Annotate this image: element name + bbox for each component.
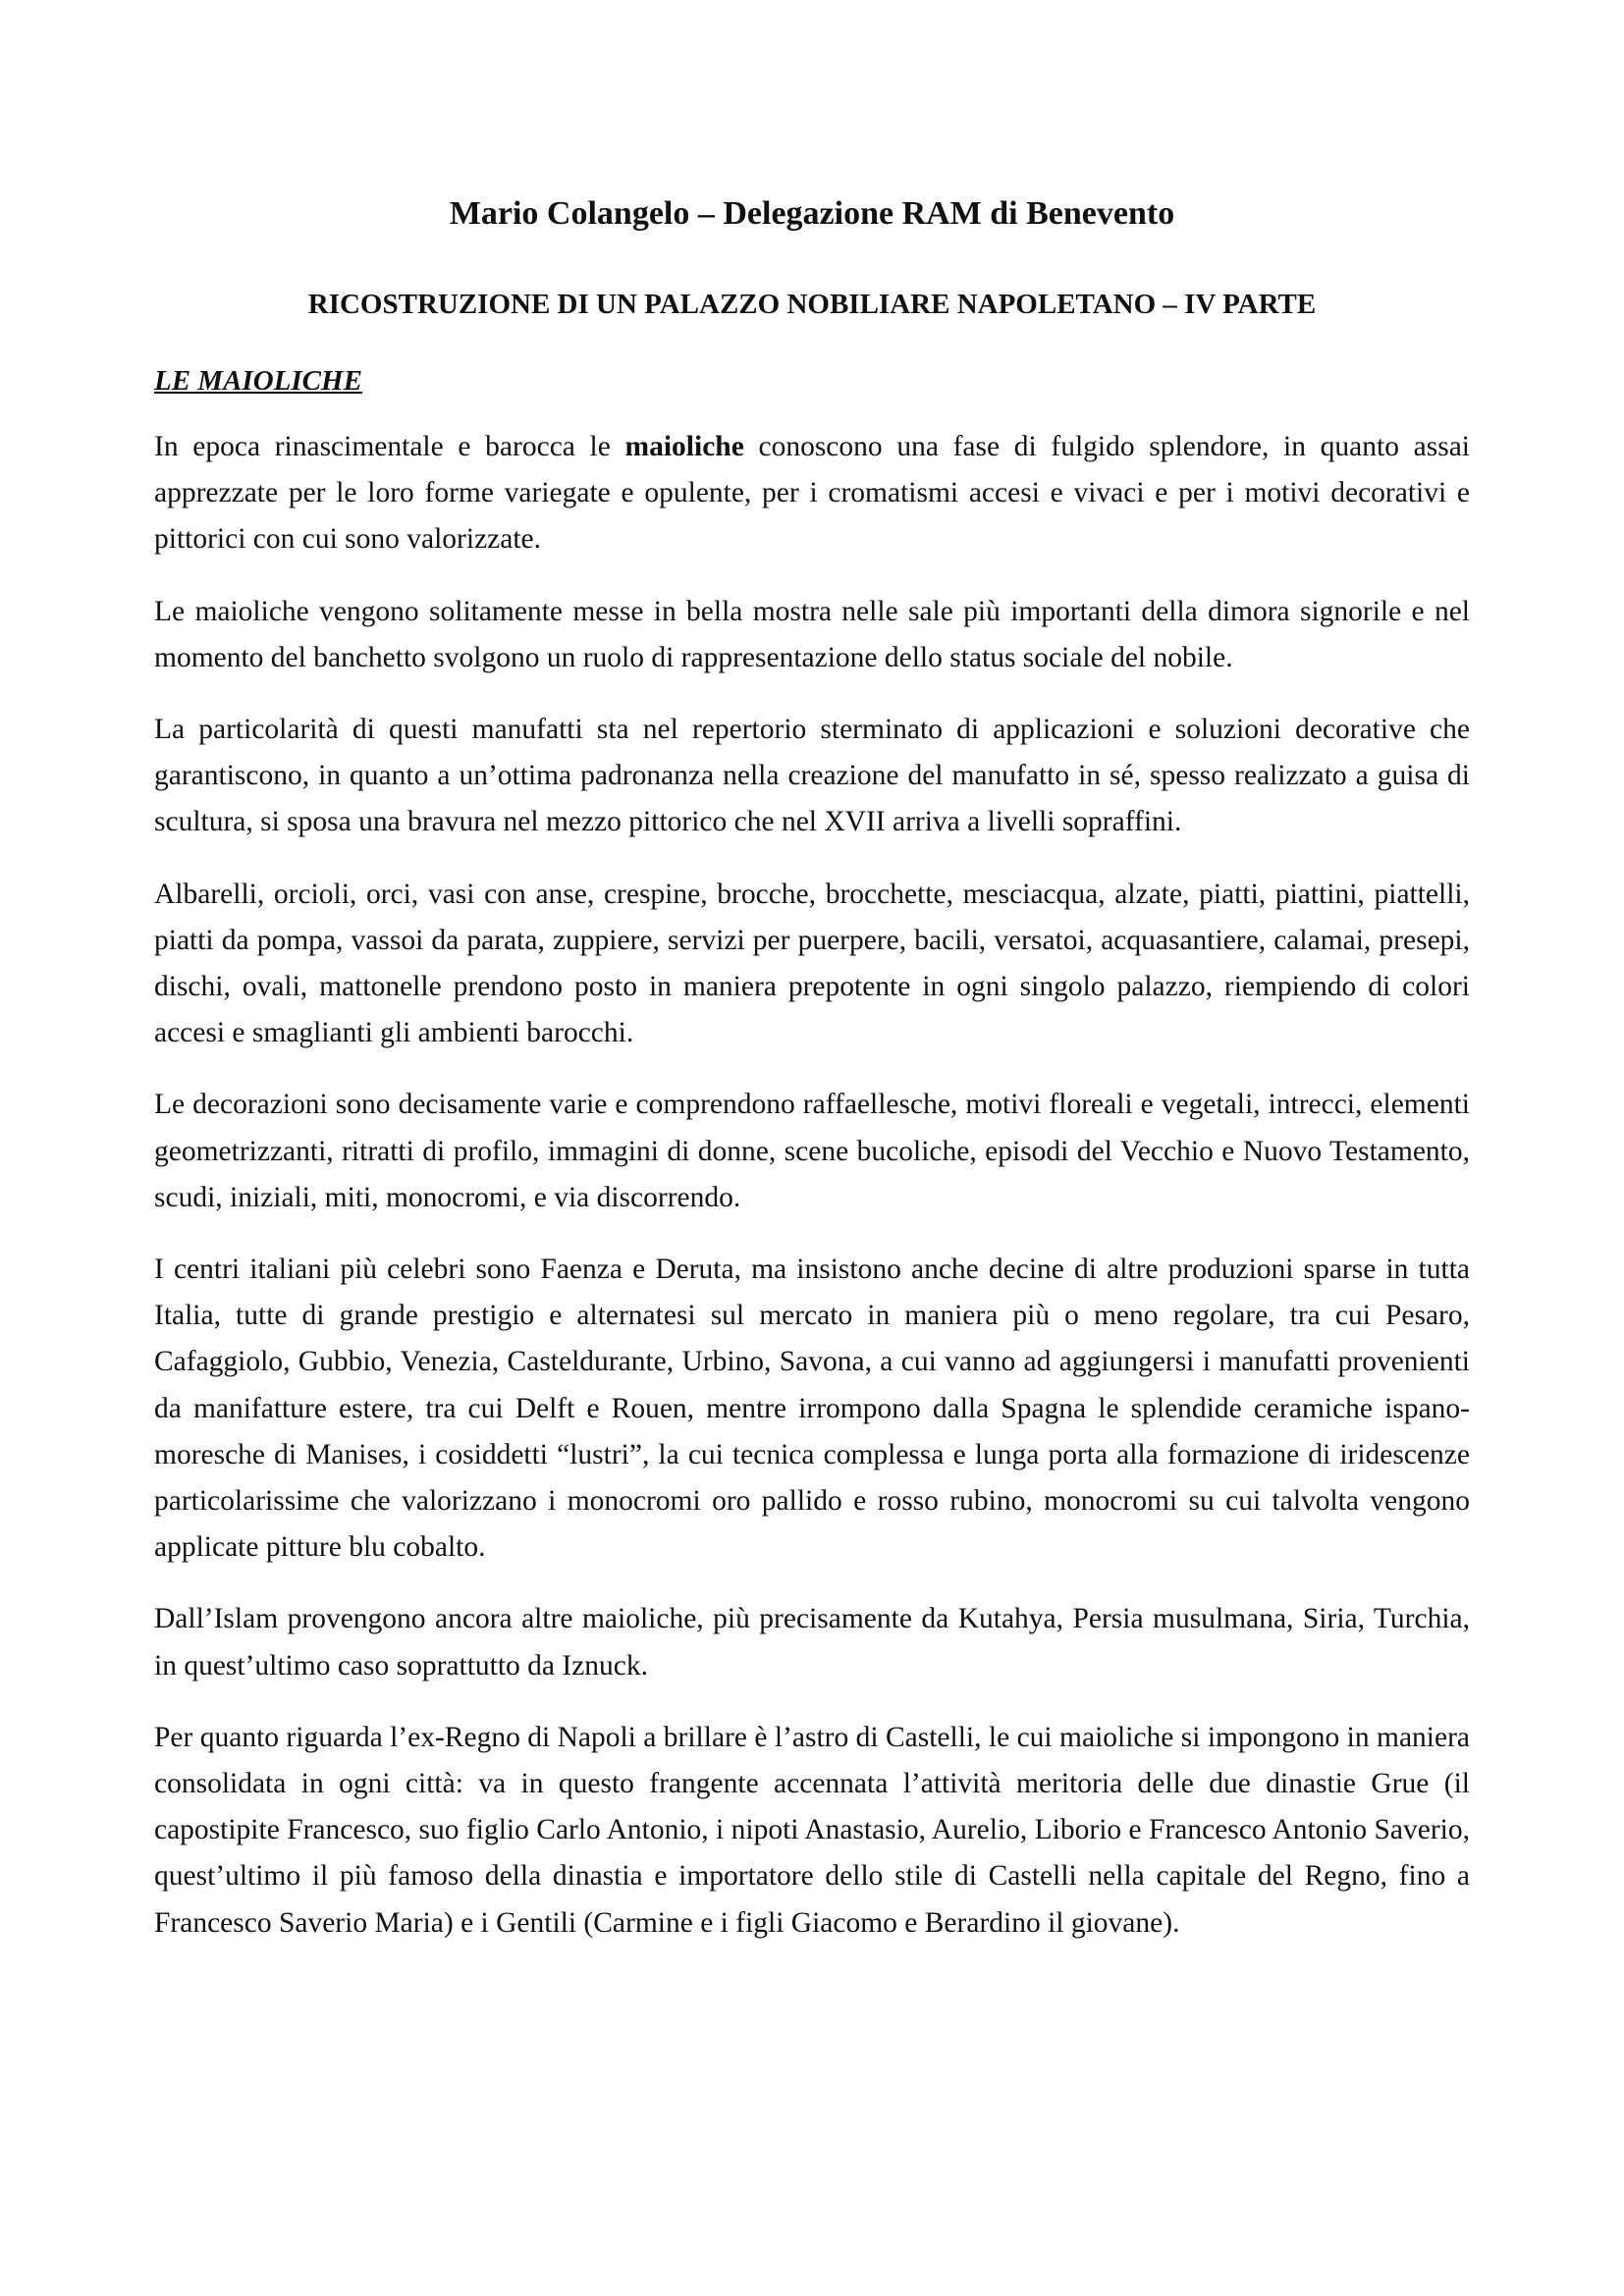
emphasis-term: maioliche bbox=[624, 431, 744, 462]
paragraph: La particolarità di questi manufatti sta nel repertorio sterminato di applicazioni e soluzioni decorative che garantiscono, in quanto a un’ottima padronanza nella creazione del manufatto in sé, spesso realizzato a guisa di scultura, si sposa una bravura nel mezzo pittorico che nel XVII arriva a livelli sopraffini. bbox=[154, 714, 1470, 838]
section-heading: LE MAIOLICHE bbox=[154, 365, 362, 397]
paragraph-text: In epoca rinascimentale e barocca le bbox=[154, 431, 625, 462]
paragraph bbox=[154, 424, 1470, 563]
paragraph: Dall’Islam provengono ancora altre maioliche, più precisamente da Kutahya, Persia musulmana, Siria, Turchia, in quest’ultimo caso soprattutto da Iznuck. bbox=[154, 1603, 1470, 1682]
paragraph: Albarelli, orcioli, orci, vasi con anse, crespine, brocche, brocchette, mesciacqua, alzate, piatti, piattini, piattelli, piatti da pompa, vassoi da parata, zuppiere, servizi per puerpere, bacili, versatoi, acquasantiere, calamai, presepi, dischi, ovali, mattonelle prendono posto in maniera prepotente in ogni singolo palazzo, riempiendo di colori accesi e smaglianti gli ambienti barocchi. bbox=[154, 878, 1470, 1049]
paragraph: Le maioliche vengono solitamente messe in bella mostra nelle sale più importanti della dimora signorile e nel momento del banchetto svolgono un ruolo di rappresentazione dello status sociale del nobile. bbox=[154, 595, 1470, 673]
page-subtitle: RICOSTRUZIONE DI UN PALAZZO NOBILIARE NAPOLETANO – IV PARTE bbox=[307, 289, 1317, 320]
paragraph: Per quanto riguarda l’ex-Regno di Napoli a brillare è l’astro di Castelli, le cui maioliche si impongono in maniera consolidata in ogni città: va in questo frangente accennata l’attività meritoria delle due dinastie Grue (il capostipite Francesco, suo figlio Carlo Antonio, i nipoti Anastasio, Aurelio, Liborio e Francesco Antonio Saverio, quest’ultimo il più famoso della dinastia e importatore dello stile di Castelli nella capitale del Regno, fino a Francesco Saverio Maria) e i Gentili (Carmine e i figli Giacomo e Berardino il giovane). bbox=[154, 1721, 1470, 1939]
paragraph: Le decorazioni sono decisamente varie e comprendono raffaellesche, motivi floreali e vegetali, intrecci, elementi geometrizzanti, ritratti di profilo, immagini di donne, scene bucoliche, episodi del Vecchio e Nuovo Testamento, scudi, iniziali, miti, monocromi, e via discorrendo. bbox=[154, 1089, 1470, 1213]
paragraph-text: conoscono una fase di fulgido splendore, in quanto assai apprezzate per le loro forme variegate e opulente, per i cromatismi accesi e vivaci e per i motivi decorativi e pittorici con cui sono valorizzate. bbox=[154, 431, 1470, 556]
page-title: Mario Colangelo – Delegazione RAM di Benevento bbox=[449, 195, 1175, 232]
article-body bbox=[154, 424, 1470, 1972]
paragraph: I centri italiani più celebri sono Faenza e Deruta, ma insistono anche decine di altre produzioni sparse in tutta Italia, tutte di grande prestigio e alternatesi sul mercato in maniera più o meno regolare, tra cui Pesaro, Cafaggiolo, Gubbio, Venezia, Casteldurante, Urbino, Savona, a cui vanno ad aggiungersi i manufatti provenienti da manifatture estere, tra cui Delft e Rouen, mentre irrompono dalla Spagna le splendide ceramiche ispano-moresche di Manises, i cosiddetti “lustri”, la cui tecnica complessa e lunga porta alla formazione di iridescenze particolarissime che valorizzano i monocromi oro pallido e rosso rubino, monocromi su cui talvolta vengono applicate pitture blu cobalto. bbox=[154, 1254, 1470, 1564]
